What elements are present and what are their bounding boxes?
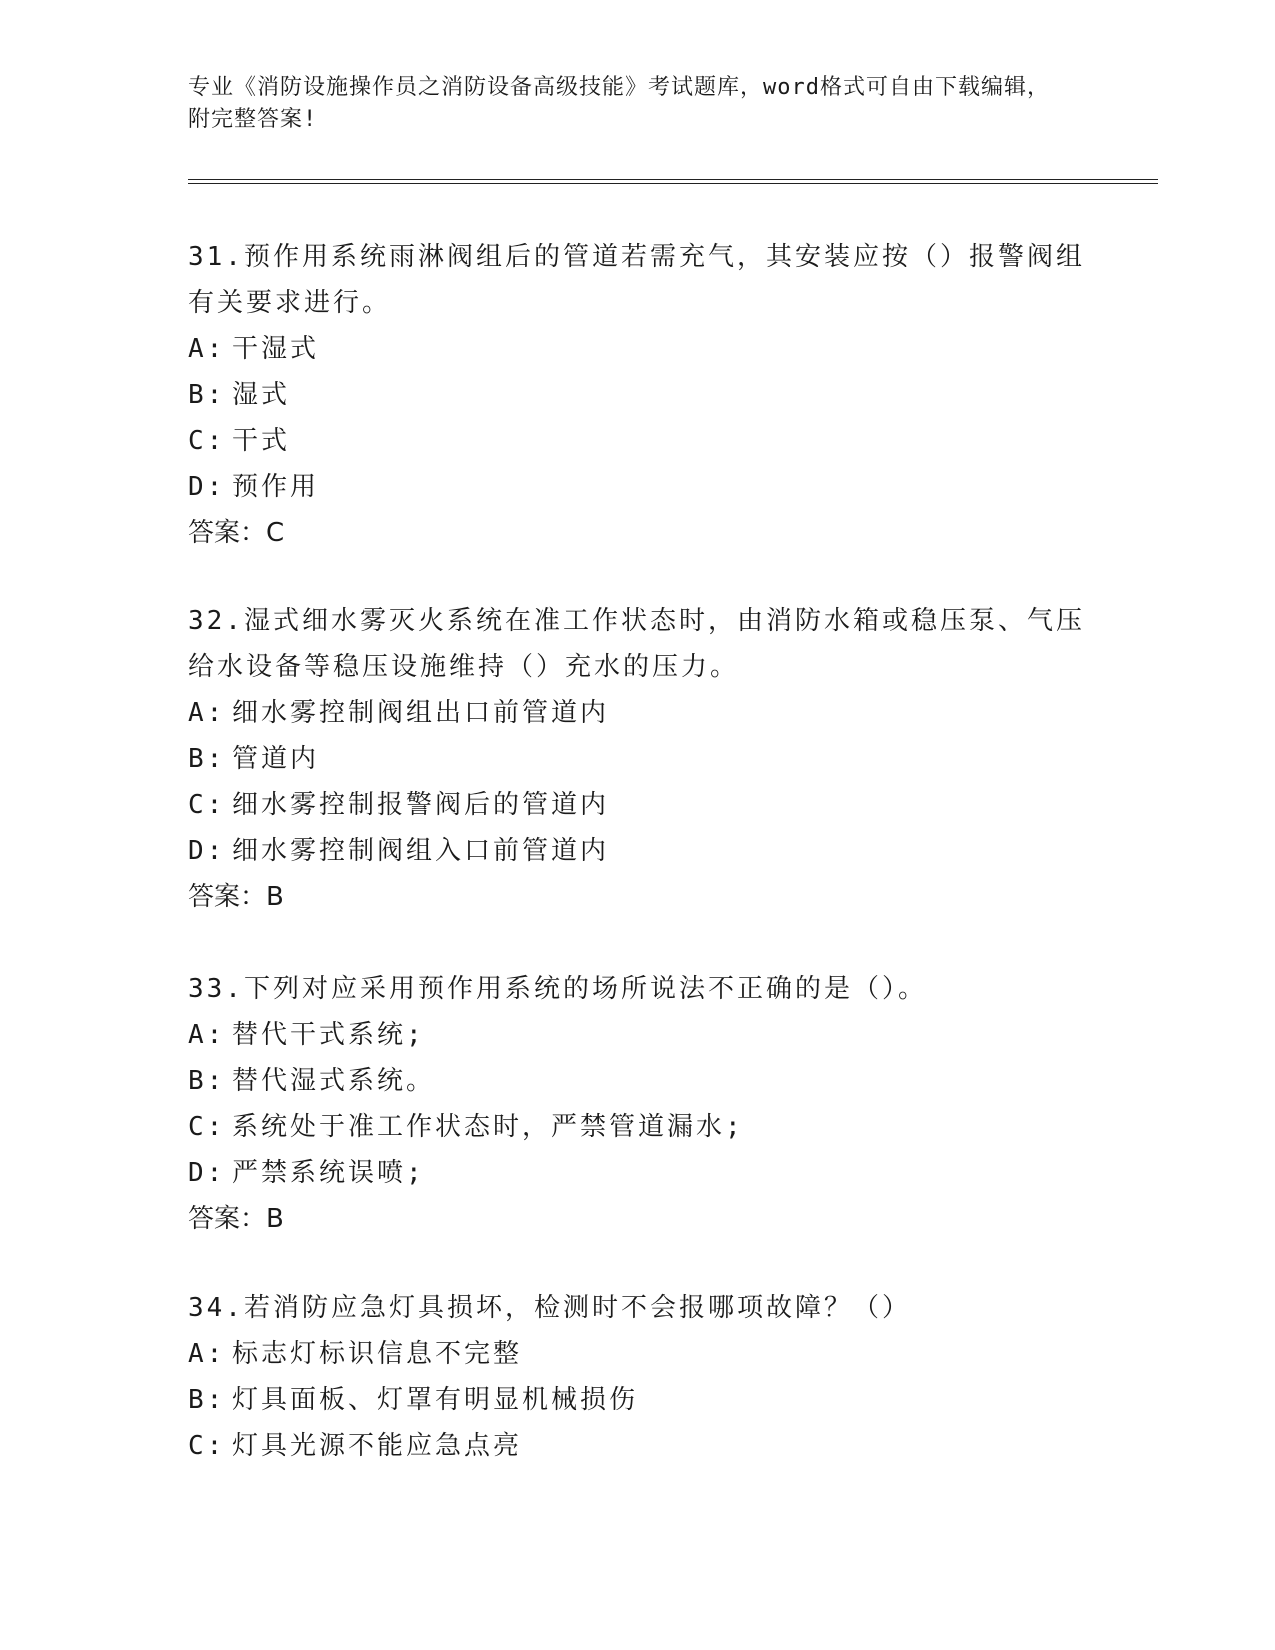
- option-text: 细水雾控制阀组入口前管道内: [232, 836, 610, 866]
- header-divider-bottom: [188, 183, 1158, 184]
- option-a: [188, 1331, 1088, 1377]
- question-stem: 33.下列对应采用预作用系统的场所说法不正确的是（）。: [188, 974, 927, 1004]
- option-letter: A:: [188, 1020, 226, 1050]
- option-b: [188, 372, 1088, 418]
- question-33: [188, 966, 1088, 1242]
- option-letter: C:: [188, 1431, 226, 1461]
- option-text: 严禁系统误喷;: [232, 1158, 425, 1188]
- option-b: [188, 736, 1088, 782]
- option-d: [188, 464, 1088, 510]
- option-c: [188, 782, 1088, 828]
- option-letter: C:: [188, 790, 226, 820]
- option-letter: D:: [188, 836, 226, 866]
- question-32: [188, 598, 1088, 920]
- document-header-text: 专业《消防设施操作员之消防设备高级技能》考试题库，word格式可自由下载编辑，附完整答案!: [188, 75, 1050, 132]
- option-c: [188, 1104, 1088, 1150]
- option-b: [188, 1377, 1088, 1423]
- question-34: [188, 1285, 1088, 1469]
- answer-line: 答案：B: [188, 1204, 284, 1234]
- option-text: 灯具面板、灯罩有明显机械损伤: [232, 1385, 639, 1415]
- question-31: [188, 234, 1088, 556]
- answer-line: 答案：B: [188, 882, 284, 912]
- option-letter: D:: [188, 472, 226, 502]
- option-a: [188, 690, 1088, 736]
- option-letter: A:: [188, 334, 226, 364]
- option-text: 干式: [232, 426, 291, 456]
- option-d: [188, 828, 1088, 874]
- option-b: [188, 1058, 1088, 1104]
- option-letter: B:: [188, 1385, 226, 1415]
- answer-line: 答案：C: [188, 518, 285, 548]
- option-text: 细水雾控制阀组出口前管道内: [232, 698, 610, 728]
- option-text: 标志灯标识信息不完整: [232, 1339, 523, 1369]
- option-text: 预作用: [232, 472, 320, 502]
- option-letter: B:: [188, 380, 226, 410]
- option-a: [188, 1012, 1088, 1058]
- option-d: [188, 1150, 1088, 1196]
- option-text: 替代湿式系统。: [232, 1066, 436, 1096]
- option-letter: C:: [188, 426, 226, 456]
- option-text: 替代干式系统;: [232, 1020, 425, 1050]
- option-text: 干湿式: [232, 334, 320, 364]
- question-stem: 32.湿式细水雾灭火系统在准工作状态时，由消防水箱或稳压泵、气压给水设备等稳压设施维持（）充水的压力。: [188, 606, 1085, 682]
- option-text: 系统处于准工作状态时，严禁管道漏水;: [232, 1112, 744, 1142]
- option-text: 管道内: [232, 744, 320, 774]
- option-c: [188, 418, 1088, 464]
- option-letter: A:: [188, 698, 226, 728]
- option-text: 灯具光源不能应急点亮: [232, 1431, 523, 1461]
- option-text: 湿式: [232, 380, 291, 410]
- header-divider-top: [188, 179, 1158, 180]
- option-letter: B:: [188, 1066, 226, 1096]
- option-c: [188, 1423, 1088, 1469]
- option-letter: B:: [188, 744, 226, 774]
- option-letter: A:: [188, 1339, 226, 1369]
- option-text: 细水雾控制报警阀后的管道内: [232, 790, 610, 820]
- option-letter: D:: [188, 1158, 226, 1188]
- question-stem: 31.预作用系统雨淋阀组后的管道若需充气，其安装应按（）报警阀组有关要求进行。: [188, 242, 1085, 318]
- question-stem: 34.若消防应急灯具损坏，检测时不会报哪项故障？（）: [188, 1293, 911, 1323]
- option-a: [188, 326, 1088, 372]
- option-letter: C:: [188, 1112, 226, 1142]
